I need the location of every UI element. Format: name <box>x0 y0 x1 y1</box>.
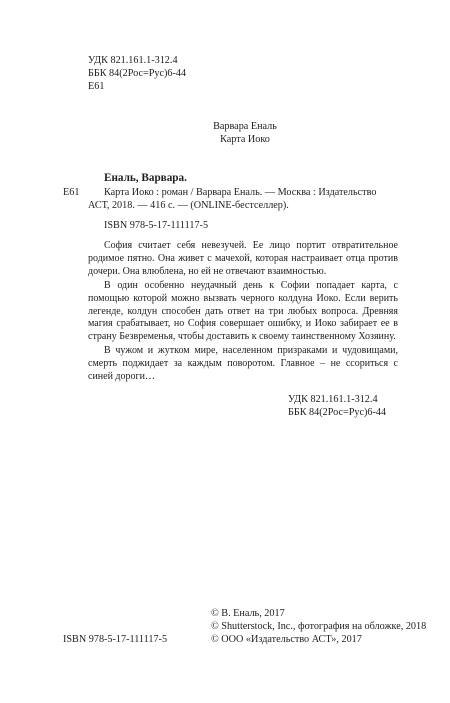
copyright-block <box>211 607 426 646</box>
copyright-author: © В. Еналь, 2017 <box>211 608 285 619</box>
catalog-heading: Еналь, Варвара. <box>104 172 187 184</box>
footer-udk-code: УДК 821.161.1-312.4 <box>288 394 378 405</box>
annotation-paragraph: София считает себя невезучей. Ее лицо портит отвратительное родимое пятно. Она живет с мачехой, которая настраивает отца против дочери. Она влюблена, но ей не отвечают взаимностью. <box>88 240 398 277</box>
catalog-isbn: ISBN 978-5-17-111117-5 <box>104 220 209 231</box>
annotation <box>88 240 398 384</box>
catalog-author-mark: Е61 <box>63 187 80 198</box>
author-mark: Е61 <box>88 81 105 92</box>
footer-bbk-code: ББК 84(2Рос=Рус)6-44 <box>288 407 387 418</box>
annotation-paragraph: В чужом и жутком мире, населенном призраками и чудовищами, смерть поджидает за каждым поворотом. Главное – не ссориться с синей дороги… <box>88 345 398 383</box>
book-author: Варвара Еналь <box>213 121 277 132</box>
copyright-cover-photo: © Shutterstock, Inc., фотография на обложке, 2018 <box>211 621 427 632</box>
catalog-description-line2: АСТ, 2018. — 416 с. — (ONLINE-бестселлер). <box>88 200 289 211</box>
annotation-paragraph: В один особенно неудачный день к Софии попадает карта, с помощью которой можно вызвать черного колдуна Иоко. Если верить легенде, колдун способен дать ответ на три любых вопроса. Древняя магия срабатывает, но София совершает ошибку, и Иоко забирает ее в страну Безвременья, чтобы доставить к своему таинственному Хозяину. <box>88 279 398 343</box>
catalog-description-line1: Карта Иоко : роман / Варвара Еналь. — Москва : Издательство <box>104 187 377 198</box>
bottom-isbn: ISBN 978-5-17-111117-5 <box>63 634 168 645</box>
book-title: Карта Иоко <box>220 134 270 145</box>
copyright-publisher: © ООО «Издательство АСТ», 2017 <box>211 634 362 645</box>
udk-code: УДК 821.161.1-312.4 <box>88 55 178 66</box>
bbk-code: ББК 84(2Рос=Рус)6-44 <box>88 68 187 79</box>
